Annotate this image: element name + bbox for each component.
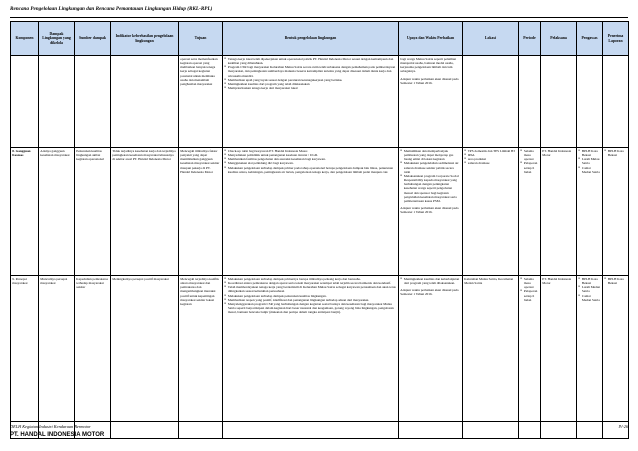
list-item: ● Telah memberdayakan tenaga kerja yang berdomisili di Kelurahan Mulau Satria sebagai karyawan perusahaan dan akan terus ditingkatkan sesuai kebutuhan perusahaan	[224, 285, 396, 293]
cell-indikator: Tidak terjadinya kesehatan kerja dan terjadinya peningkatan kesehatan masyarakat khususnya di sekitar areal PT. Handal Indonesia Motor	[111, 148, 179, 276]
cell-periode	[519, 148, 541, 276]
list-item: ● Memutihkan dan memperbanyak pembuatan yang dapat menyerap gas buang emisi di lokasi kegiatan	[400, 149, 460, 161]
cell-sumber: Kepedulian pemrakarsa terhadap masyarakat sekitar	[75, 276, 111, 439]
col-header: Dampak Lingkungan yang dikelola	[39, 22, 75, 56]
col-header: Periode	[519, 22, 541, 56]
list-item: ● Melakukan pengelolaan terhadap dampak primer pada tahap operasional berupa pengelolaan dampak lalu lintas, penurunan kualitas udara, kebisingan, peningkatan air larian, pengelolaan tenaga kerja, dan pengelolaan limbah padat maupun cair.	[224, 166, 396, 174]
cell-bentuk	[223, 148, 399, 276]
cell-upaya	[399, 56, 463, 148]
cell-upaya	[399, 276, 463, 439]
cell-penerima	[603, 276, 629, 439]
cell-tujuan: Mencegah terjadinya konflik antara masyarakat dan pemrakarsa dan mengembangkan interaksi positif untuk kepentingan masyarakat sekitar lokasi kegiatan	[179, 276, 223, 439]
cell-penerima	[603, 148, 629, 276]
page-header	[10, 6, 628, 18]
cell-komponen: 9. Persepsi masyarakat	[11, 276, 39, 439]
paragraph: Adapun waktu perbaikan akan disusul pada Semester 1 Tahun 2016.	[400, 76, 459, 85]
list-item: ● BPLH Kota Bekasi	[604, 149, 626, 157]
list-item: ● Memberikan upah yang layak sesuai dengan peraturan ketenagakerjaan yang berlaku.	[224, 78, 396, 82]
table-row	[11, 276, 629, 439]
list-item: ● IPAL	[464, 153, 516, 157]
list-item: ● Selama masa operasi	[520, 277, 538, 289]
list-item: ● Memprioritaskan tenaga kerja dari masyarakat lokal	[224, 86, 396, 90]
list-item: ● TPS domestik dan TPS Limbah B3	[464, 149, 516, 153]
cell-bentuk	[223, 276, 399, 439]
list-item: ● Camat Medan Satria	[578, 166, 600, 174]
list-item: ● Program CSR bagi masyarakat Kelurahan Mulau Satria secara rutin telah terlaksana dengan pemahaman pada pemberdayaan masyarakat, dan peningkatan sumberdaya manusia beserta ketrampilan tertentu yang dapat disesuai dalam dunia kerja dan wirausaha mandiri.	[224, 65, 396, 77]
page-number: IV-26	[618, 424, 628, 429]
list-item: ● Pelaporan setiap 6 bulan	[520, 161, 538, 173]
cell-dampak: Munculnya persepsi masyarakat	[39, 276, 75, 439]
list-item: ● Melaksanakan program Corporate Social Responsibility kepada masyarakat yang berhubungan dengan peningkatan kesehatan warga seperti pengobatan massal dan sponsor bagi kegiatan penyuluhan kesehatan masyarakat serta pemberantasan kasus PSM.	[400, 174, 460, 203]
col-header: Komponen	[11, 22, 39, 56]
cell-indikator: Meningkatnya persepsi positif masyarakat	[111, 276, 179, 439]
list-item: ● saluran drainase	[464, 161, 516, 165]
cell-komponen: 8. Gangguan Kesmas	[11, 148, 39, 276]
paragraph: Adapun waktu perbaikan akan disusul pada Semester 1 Tahun 2016.	[400, 288, 459, 297]
list-item: ● Camat Medan Satria	[578, 294, 600, 302]
cell-lokasi	[463, 56, 519, 148]
table-row	[11, 56, 629, 148]
cell-penerima	[603, 56, 629, 148]
cell-dampak	[39, 56, 75, 148]
cell-tujuan: Mencegah timbulnya faktor penyakit yang dapat menimbulkan gangguan kesehatan masyarakat sekitar maupun pekerja di PT. Handal Indonesia Motor	[179, 148, 223, 276]
cell-indikator	[111, 56, 179, 148]
list-item: ● Koordinasi antara pemrakarsa dengan aparat serta tokoh masyarakat setempat telah terjalin secara harmonis dan kondusif.	[224, 281, 396, 285]
cell-komponen	[11, 56, 39, 148]
list-item: ● Check-up rutin bagi karyawan PT. Handal Indonesia Motor.	[224, 149, 396, 153]
cell-pelaksana: PT. Handal Indonesia Motor	[541, 148, 577, 276]
cell-bentuk	[223, 56, 399, 148]
list-item: ● Menggunakan alat pelindung diri bagi karyawan.	[224, 161, 396, 165]
cell-lokasi: Kelurahan Mulau Satria, Kecamatan Medan Satria	[463, 276, 519, 439]
document-title: Rencana Pengelolaan Lingkungan dan Rencana Pemantauan Lingkungan Hidup (RKL-RPL)	[10, 6, 213, 12]
cell-pelaksana: PT. Handal Indonesia Motor	[541, 276, 577, 439]
cell-periode	[519, 276, 541, 439]
rkl-table	[10, 21, 629, 439]
report-title: DELH Kegiatan Industri Kendaraan Bermotor	[10, 424, 91, 429]
list-item: ● Meningkatkan kualitas dan keberlanjutan dari program yang telah dilaksanakan.	[400, 277, 460, 285]
cell-upaya	[399, 148, 463, 276]
col-header: Pelaksana	[541, 22, 577, 56]
cell-pengawas	[577, 56, 603, 148]
list-item: ● Melakukan pengelolaan terhadap dampak primernya berupa timbulnya peluang kerja dan berusaha.	[224, 277, 396, 281]
list-item: ● Membenikan fasilitas pengobatan dan asuransi kesehatan bagi karyawan.	[224, 157, 396, 161]
col-header: Tujuan	[179, 22, 223, 56]
list-item: ● area produksi	[464, 157, 516, 161]
list-item: ● Lurah Medan Satria	[578, 285, 600, 293]
list-item: ● Pelaporan setiap 6 bulan	[520, 289, 538, 301]
page-footer	[10, 421, 628, 449]
col-header: Indikator keberhasilan pengelolaan lingkungan	[111, 22, 179, 56]
cell-pelaksana	[541, 56, 577, 148]
list-item: ● BPLH Kota Bekasi	[578, 149, 600, 157]
col-header: Pengawas	[577, 22, 603, 56]
list-item: ● BPLH Kota Bekasi	[604, 277, 626, 285]
list-item: ● BPLH Kota Bekasi	[578, 277, 600, 285]
header-row	[11, 22, 629, 56]
cell-sumber: Penurunan kualitas lingkungan akibat kegiatan operasional	[75, 148, 111, 276]
cell-dampak: Adanya gangguan kesehatan masyarakat	[39, 148, 75, 276]
list-item: ● Melakukan pengelolaan terhadap dampak penurunan kualitas lingkungan.	[224, 294, 396, 298]
cell-lokasi	[463, 148, 519, 276]
list-item: ● Menyelenggarakan program CSR yang berhubungan dengan kegiatan sosial budaya dan kesehatan bagi masyarakat Mulau Satria seperti berpartisipasi dalam kegiatan hari besar nasional dan keagamaan, gotong royong bina lingkungan, pengobatan masal, bantuan bencana banjir (makanan dan pompa dalam rangka antisipasi banjir).	[224, 302, 396, 314]
col-header: Lokasi	[463, 22, 519, 56]
list-item: ● Lurah Mulau Satria	[578, 157, 600, 165]
cell-pengawas	[577, 148, 603, 276]
table-row	[11, 148, 629, 276]
col-header: Sumber dampak	[75, 22, 111, 56]
col-header: Upaya dan Waktu Perbaikan	[399, 22, 463, 56]
company-name: PT. HANDAL INDONESIA MOTOR	[10, 432, 105, 438]
col-header: Bentuk pengelolaan lingkungan	[223, 22, 399, 56]
cell-periode	[519, 56, 541, 148]
list-item: ● Menyediakan poliklinik untuk penanganan keadaan darurat / UGD.	[224, 153, 396, 157]
list-item: ● Memberikan respon yang positif, klarifikasi dan penanganan lingkungan terhadap aduan dari masyarakat.	[224, 298, 396, 302]
col-header: Penerima Laporan	[603, 22, 629, 56]
list-item: ● Selama masa operasi	[520, 149, 538, 161]
list-item: ● Melakukan pengendalian sedimentasi air saluran drainase sekitar pabrik secara rutin	[400, 161, 460, 173]
paragraph: bagi warga Mulau Satria seperti pelatihan manajerial usaha, bantuan modal usaha, kerjasama pengelolaan limbah dan lain sebagainya.	[400, 57, 457, 74]
list-item: ● Meningkatkan kualitas dari program yang telah dilaksanakan	[224, 82, 396, 86]
paragraph: Adapun waktu perbaikan akan disusul pada Semester 1 Tahun 2016.	[400, 206, 459, 215]
cell-tujuan: operasi serta memanfaatkan kegiatan operasi yang melibatkan banyak tenaga kerja sebagai kegiatan potensial untuk membuka usaha dan menambah penghasilan masyarakat	[179, 56, 223, 148]
cell-pengawas	[577, 276, 603, 439]
cell-sumber	[75, 56, 111, 148]
list-item: ● Tenaga kerja lokal telah dipekerjakan untuk operasional pabrik PT. Handal Indonesia Motor sesuai dengan kemampuan dan keahlian yang dibutuhkan.	[224, 57, 396, 65]
